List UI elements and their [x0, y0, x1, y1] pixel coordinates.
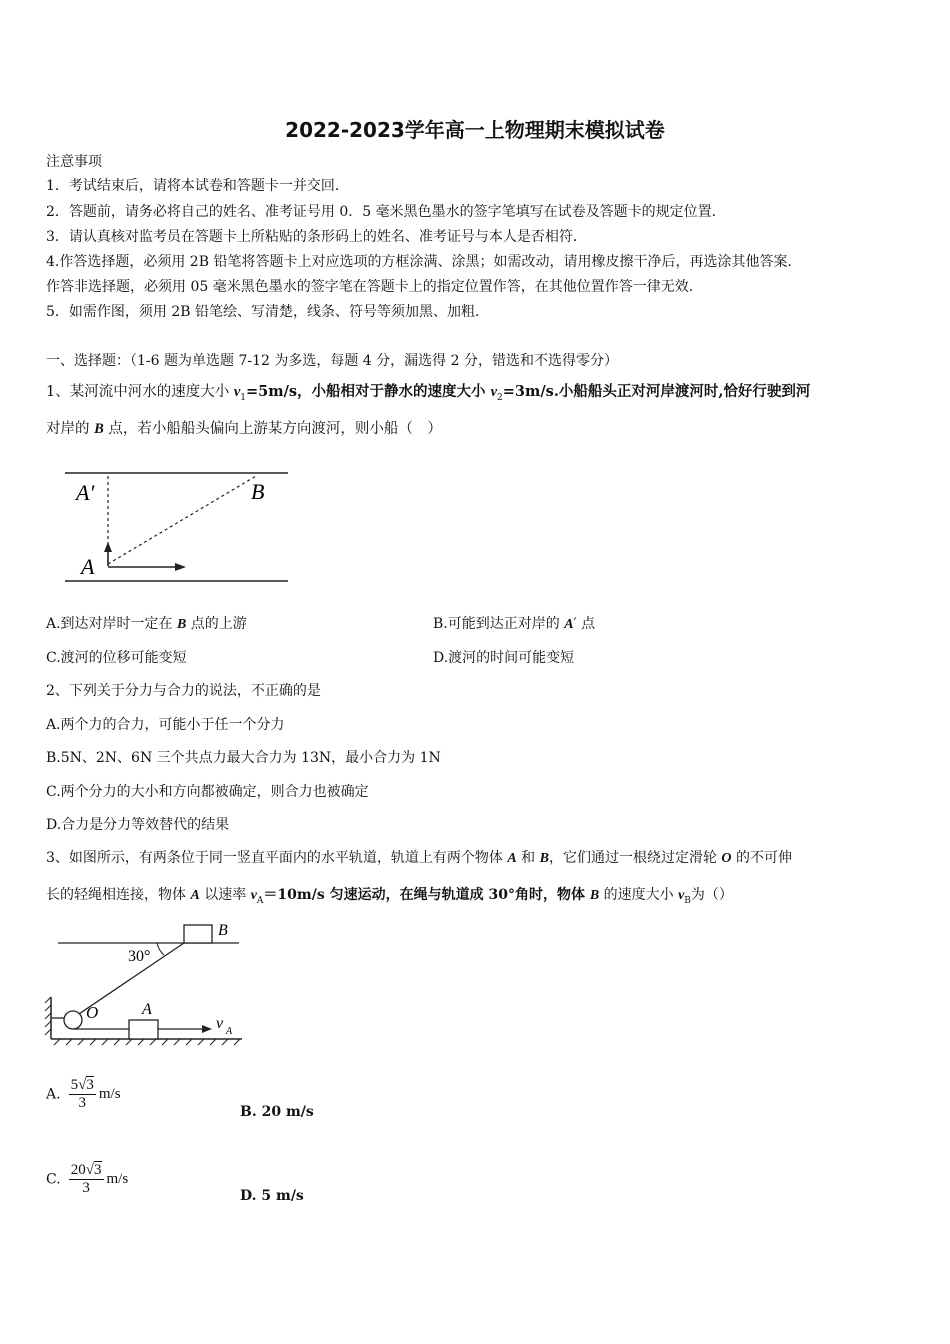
- wall-hatch: [45, 1005, 51, 1011]
- q1-stem-line1: 1、某河流中河水的速度大小 $v_1=5m/s$，小船相对于静水的速度大小 $v_2=3m/s$.小船船头正对河岸渡河时,恰好行驶到河: [46, 383, 811, 403]
- q2-option-a[interactable]: A.两个力的合力，可能小于任一个分力: [46, 717, 285, 733]
- floor-hatch: [114, 1039, 120, 1045]
- fraction: $\frac{5√3}{3}$: [70, 1077, 94, 1111]
- notice-item: 2．答题前，请务必将自己的姓名、准考证号用 0．5 毫米黑色墨水的签字笔填写在试卷及答题卡的规定位置．: [46, 204, 726, 220]
- label-a: A: [142, 1001, 152, 1018]
- q1-option-d[interactable]: D.渡河的时间可能变短: [433, 650, 575, 666]
- pulley-o: [64, 1011, 82, 1029]
- q3-stem-line1: 3、如图所示，有两条位于同一竖直平面内的水平轨道，轨道上有两个物体 A 和 B，它们通过一根绕过定滑轮 O 的不可伸: [46, 850, 792, 866]
- floor-hatch: [102, 1039, 108, 1045]
- q1-option-a[interactable]: A.到达对岸时一定在 B 点的上游: [46, 616, 247, 632]
- fraction: $\frac{20√3}{3}$: [70, 1162, 102, 1196]
- q3-stem-line2: 长的轻绳相连接，物体 A 以速率 $v_A=10m/s$ 匀速运动，在绳与轨道成 30°角时，物体 B 的速度大小 $v_B$为（）: [46, 887, 733, 906]
- velocity-arrowhead-a: [202, 1025, 212, 1033]
- notice-item: 1．考试结束后，请将本试卷和答题卡一并交回．: [46, 178, 349, 194]
- floor-hatch: [66, 1039, 72, 1045]
- boat-velocity-arrowhead: [104, 542, 112, 552]
- q3-option-b[interactable]: B. 20 m/s: [240, 1104, 314, 1120]
- label-va: v: [216, 1015, 224, 1032]
- notice-item: 作答非选择题，必须用 05 毫米黑色墨水的签字笔在答题卡上的指定位置作答，在其他位置作答一律无效．: [46, 279, 703, 295]
- label-va-sub: A: [226, 1026, 233, 1037]
- notice-item: 3．请认真核对监考员在答题卡上所粘贴的条形码上的姓名、准考证号与本人是否相符．: [46, 229, 587, 245]
- label-a-prime: A′: [76, 480, 95, 505]
- label-b: B: [251, 479, 265, 504]
- floor-hatch: [138, 1039, 144, 1045]
- label-o: O: [86, 1003, 99, 1022]
- floor-hatch: [126, 1039, 132, 1045]
- wall-hatch: [45, 997, 51, 1003]
- water-velocity-arrowhead: [175, 563, 186, 571]
- q1-river-diagram: [56, 462, 296, 587]
- floor-hatch: [90, 1039, 96, 1045]
- label-angle: 30°: [128, 948, 151, 965]
- block-a: [129, 1020, 158, 1039]
- q1-option-c[interactable]: C.渡河的位移可能变短: [46, 650, 187, 666]
- q2-stem: 2、下列关于分力与合力的说法，不正确的是: [46, 683, 321, 699]
- angle-arc: [157, 943, 164, 955]
- wall-hatch: [45, 1013, 51, 1019]
- q3-option-a[interactable]: A. $\frac{5√3}{3}$ m/s: [46, 1077, 121, 1111]
- floor-hatch: [198, 1039, 204, 1045]
- notice-item: 5．如需作图，须用 2B 铅笔绘、写清楚，线条、符号等须加黑、加粗．: [46, 304, 490, 320]
- dashed-line-a-b: [108, 476, 256, 564]
- floor-hatch: [210, 1039, 216, 1045]
- q3-option-c[interactable]: C. $\frac{20√3}{3}$ m/s: [46, 1162, 129, 1196]
- q2-option-d[interactable]: D.合力是分力等效替代的结果: [46, 817, 230, 833]
- page-title: 2022-2023学年高一上物理期末模拟试卷: [285, 118, 665, 142]
- q1-stem-line2: 对岸的 B 点，若小船船头偏向上游某方向渡河，则小船（ ）: [46, 421, 442, 437]
- q2-option-b[interactable]: B.5N、2N、6N 三个共点力最大合力为 13N，最小合力为 1N: [46, 750, 441, 766]
- q2-option-c[interactable]: C.两个分力的大小和方向都被确定，则合力也被确定: [46, 784, 369, 800]
- floor-hatch: [150, 1039, 156, 1045]
- floor-hatch: [186, 1039, 192, 1045]
- notice-heading: 注意事项: [46, 154, 102, 170]
- wall-hatch: [45, 1029, 51, 1035]
- wall-hatch: [45, 1021, 51, 1027]
- floor-hatch: [78, 1039, 84, 1045]
- q3-pulley-diagram: [44, 915, 249, 1050]
- label-b: B: [218, 922, 228, 939]
- floor-hatch: [234, 1039, 240, 1045]
- block-b: [184, 925, 212, 943]
- q3-option-d[interactable]: D. 5 m/s: [240, 1188, 304, 1204]
- q1-option-b[interactable]: B.可能到达正对岸的 A′ 点: [433, 616, 596, 632]
- notice-item: 4.作答选择题，必须用 2B 铅笔将答题卡上对应选项的方框涂满、涂黑；如需改动，请用橡皮擦干净后，再选涂其他答案．: [46, 254, 802, 270]
- floor-hatch: [174, 1039, 180, 1045]
- section-heading: 一、选择题：（1-6 题为单选题 7-12 为多选，每题 4 分，漏选得 2 分，错选和不选得零分）: [46, 353, 618, 369]
- floor-hatch: [54, 1039, 60, 1045]
- floor-hatch: [162, 1039, 168, 1045]
- label-a: A: [81, 554, 95, 579]
- floor-hatch: [222, 1039, 228, 1045]
